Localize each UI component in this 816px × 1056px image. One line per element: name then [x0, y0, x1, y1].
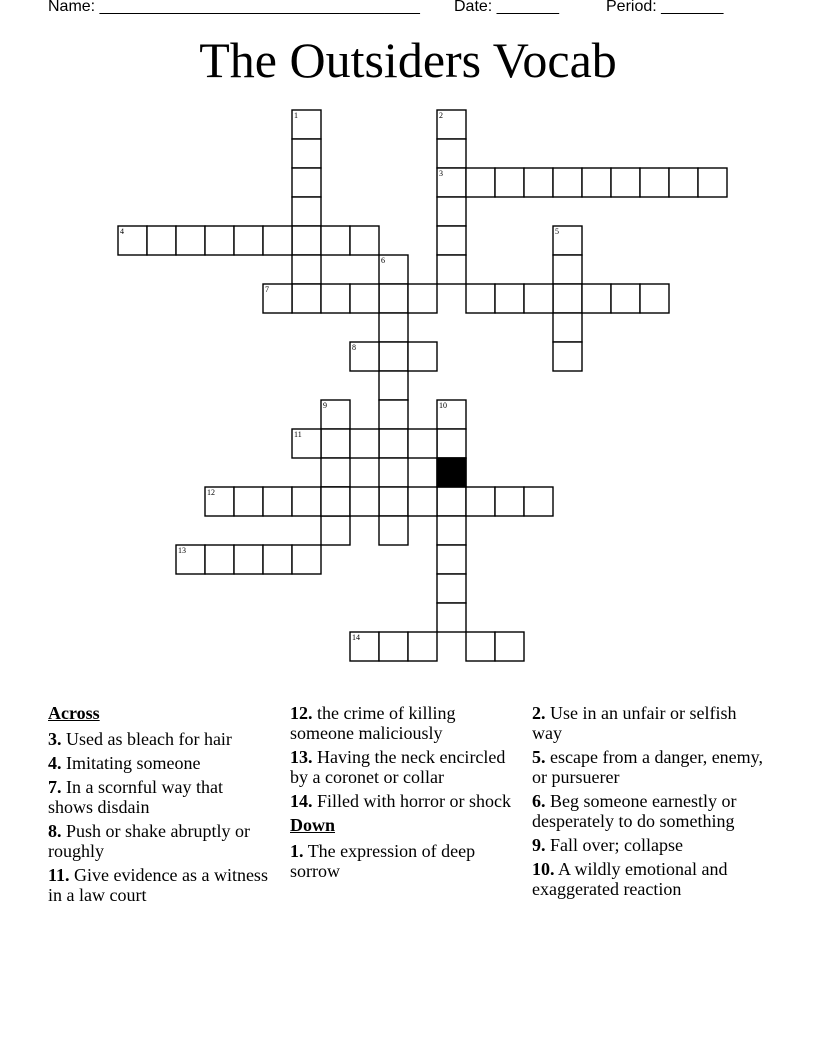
grid-cell[interactable] — [321, 516, 350, 545]
clues-column-3 — [532, 703, 768, 903]
grid-cell[interactable] — [263, 226, 292, 255]
page-title: The Outsiders Vocab — [199, 32, 617, 88]
grid-cell[interactable] — [379, 458, 408, 487]
clue-down-6: 6. Beg someone earnestly or desperately to do something — [532, 791, 737, 831]
grid-cell[interactable] — [379, 284, 408, 313]
grid-cell[interactable] — [582, 284, 611, 313]
grid-cell[interactable] — [292, 284, 321, 313]
clue-number-5: 5 — [555, 227, 559, 236]
grid-cell[interactable] — [437, 603, 466, 632]
grid-cell[interactable] — [205, 545, 234, 574]
grid-cell[interactable] — [495, 632, 524, 661]
clue-number-14: 14 — [352, 633, 360, 642]
grid-cell[interactable] — [234, 487, 263, 516]
down-heading: Down — [290, 815, 336, 835]
grid-cell[interactable] — [379, 429, 408, 458]
grid-cell[interactable] — [263, 545, 292, 574]
grid-cell[interactable] — [408, 284, 437, 313]
grid-cell[interactable] — [379, 516, 408, 545]
grid-cell[interactable] — [292, 197, 321, 226]
clue-down-9: 9. Fall over; collapse — [532, 835, 683, 855]
grid-cell[interactable] — [379, 371, 408, 400]
grid-cell[interactable] — [321, 458, 350, 487]
grid-cell[interactable] — [553, 168, 582, 197]
grid-cell[interactable] — [437, 226, 466, 255]
grid-cell[interactable] — [350, 226, 379, 255]
grid-cell[interactable] — [176, 226, 205, 255]
grid-cell[interactable] — [495, 284, 524, 313]
grid-cell[interactable] — [495, 487, 524, 516]
grid-cell[interactable] — [408, 487, 437, 516]
grid-cell[interactable] — [292, 168, 321, 197]
grid-cell[interactable] — [292, 255, 321, 284]
clue-across-12: 12. the crime of killing someone maliciously — [290, 703, 456, 743]
grid-cell[interactable] — [292, 487, 321, 516]
grid-cell[interactable] — [408, 632, 437, 661]
grid-cell[interactable] — [640, 168, 669, 197]
grid-cell[interactable] — [379, 487, 408, 516]
grid-cell[interactable] — [147, 226, 176, 255]
clue-number-3: 3 — [439, 169, 443, 178]
grid-cell[interactable] — [263, 487, 292, 516]
clue-across-14: 14. Filled with horror or shock — [290, 791, 511, 811]
clue-number-4: 4 — [120, 227, 124, 236]
grid-cell[interactable] — [437, 516, 466, 545]
grid-cell[interactable] — [553, 255, 582, 284]
clue-down-2: 2. Use in an unfair or selfish way — [532, 703, 737, 743]
grid-cell[interactable] — [379, 342, 408, 371]
grid-cell[interactable] — [350, 429, 379, 458]
clue-across-3: 3. Used as bleach for hair — [48, 729, 232, 749]
grid-cell[interactable] — [669, 168, 698, 197]
clue-number-6: 6 — [381, 256, 385, 265]
clue-number-11: 11 — [294, 430, 302, 439]
grid-cell[interactable] — [292, 226, 321, 255]
clues-column-2 — [290, 703, 512, 885]
across-heading: Across — [48, 703, 100, 723]
grid-cell[interactable] — [350, 284, 379, 313]
grid-cell[interactable] — [321, 226, 350, 255]
clue-number-1: 1 — [294, 111, 298, 120]
grid-cell[interactable] — [495, 168, 524, 197]
date-label: Date: _______ — [454, 0, 559, 15]
black-cell — [437, 458, 466, 487]
grid-cell[interactable] — [234, 545, 263, 574]
grid-cell[interactable] — [437, 255, 466, 284]
grid-cell[interactable] — [553, 342, 582, 371]
grid-cell[interactable] — [292, 139, 321, 168]
clue-number-10: 10 — [439, 401, 447, 410]
clue-down-10: 10. A wildly emotional and exaggerated reaction — [532, 859, 728, 899]
grid-cell[interactable] — [640, 284, 669, 313]
clue-number-8: 8 — [352, 343, 356, 352]
grid-cell[interactable] — [437, 429, 466, 458]
grid-cell[interactable] — [437, 139, 466, 168]
clue-number-9: 9 — [323, 401, 327, 410]
grid-cell[interactable] — [408, 342, 437, 371]
grid-cell[interactable] — [321, 487, 350, 516]
grid-cell[interactable] — [524, 168, 553, 197]
grid-cell[interactable] — [205, 226, 234, 255]
clue-across-13: 13. Having the neck encircled by a coronet or collar — [290, 747, 506, 787]
grid-cell[interactable] — [379, 313, 408, 342]
grid-cell[interactable] — [698, 168, 727, 197]
clue-number-2: 2 — [439, 111, 443, 120]
clues-column-1 — [48, 703, 270, 909]
grid-cell[interactable] — [292, 545, 321, 574]
grid-cell[interactable] — [524, 487, 553, 516]
clue-down-5: 5. escape from a danger, enemy, or pursuerer — [532, 747, 764, 787]
grid-cell[interactable] — [553, 313, 582, 342]
grid-cell[interactable] — [379, 632, 408, 661]
clue-across-8: 8. Push or shake abruptly or roughly — [48, 821, 250, 861]
name-label: Name: ____________________________________ — [48, 0, 420, 15]
grid-cell[interactable] — [437, 197, 466, 226]
grid-cell[interactable] — [437, 545, 466, 574]
clue-number-12: 12 — [207, 488, 215, 497]
grid-cell[interactable] — [321, 284, 350, 313]
grid-cell[interactable] — [437, 574, 466, 603]
clue-across-4: 4. Imitating someone — [48, 753, 201, 773]
clue-number-7: 7 — [265, 285, 269, 294]
clue-across-11: 11. Give evidence as a witness in a law court — [48, 865, 268, 905]
grid-cell[interactable] — [582, 168, 611, 197]
clue-number-13: 13 — [178, 546, 186, 555]
grid-cell[interactable] — [466, 487, 495, 516]
grid-cell[interactable] — [379, 400, 408, 429]
grid-cell[interactable] — [437, 487, 466, 516]
clue-across-7: 7. In a scornful way that shows disdain — [48, 777, 223, 817]
grid-cell[interactable] — [234, 226, 263, 255]
grid-cell[interactable] — [524, 284, 553, 313]
grid-cell[interactable] — [611, 284, 640, 313]
grid-cell[interactable] — [408, 429, 437, 458]
grid-cell[interactable] — [553, 284, 582, 313]
grid-cell[interactable] — [611, 168, 640, 197]
grid-cell[interactable] — [321, 429, 350, 458]
grid-cell[interactable] — [350, 487, 379, 516]
grid-cell[interactable] — [466, 632, 495, 661]
clue-down-1: 1. The expression of deep sorrow — [290, 841, 476, 881]
grid-cell[interactable] — [466, 168, 495, 197]
period-label: Period: _______ — [606, 0, 724, 15]
grid-cell[interactable] — [466, 284, 495, 313]
